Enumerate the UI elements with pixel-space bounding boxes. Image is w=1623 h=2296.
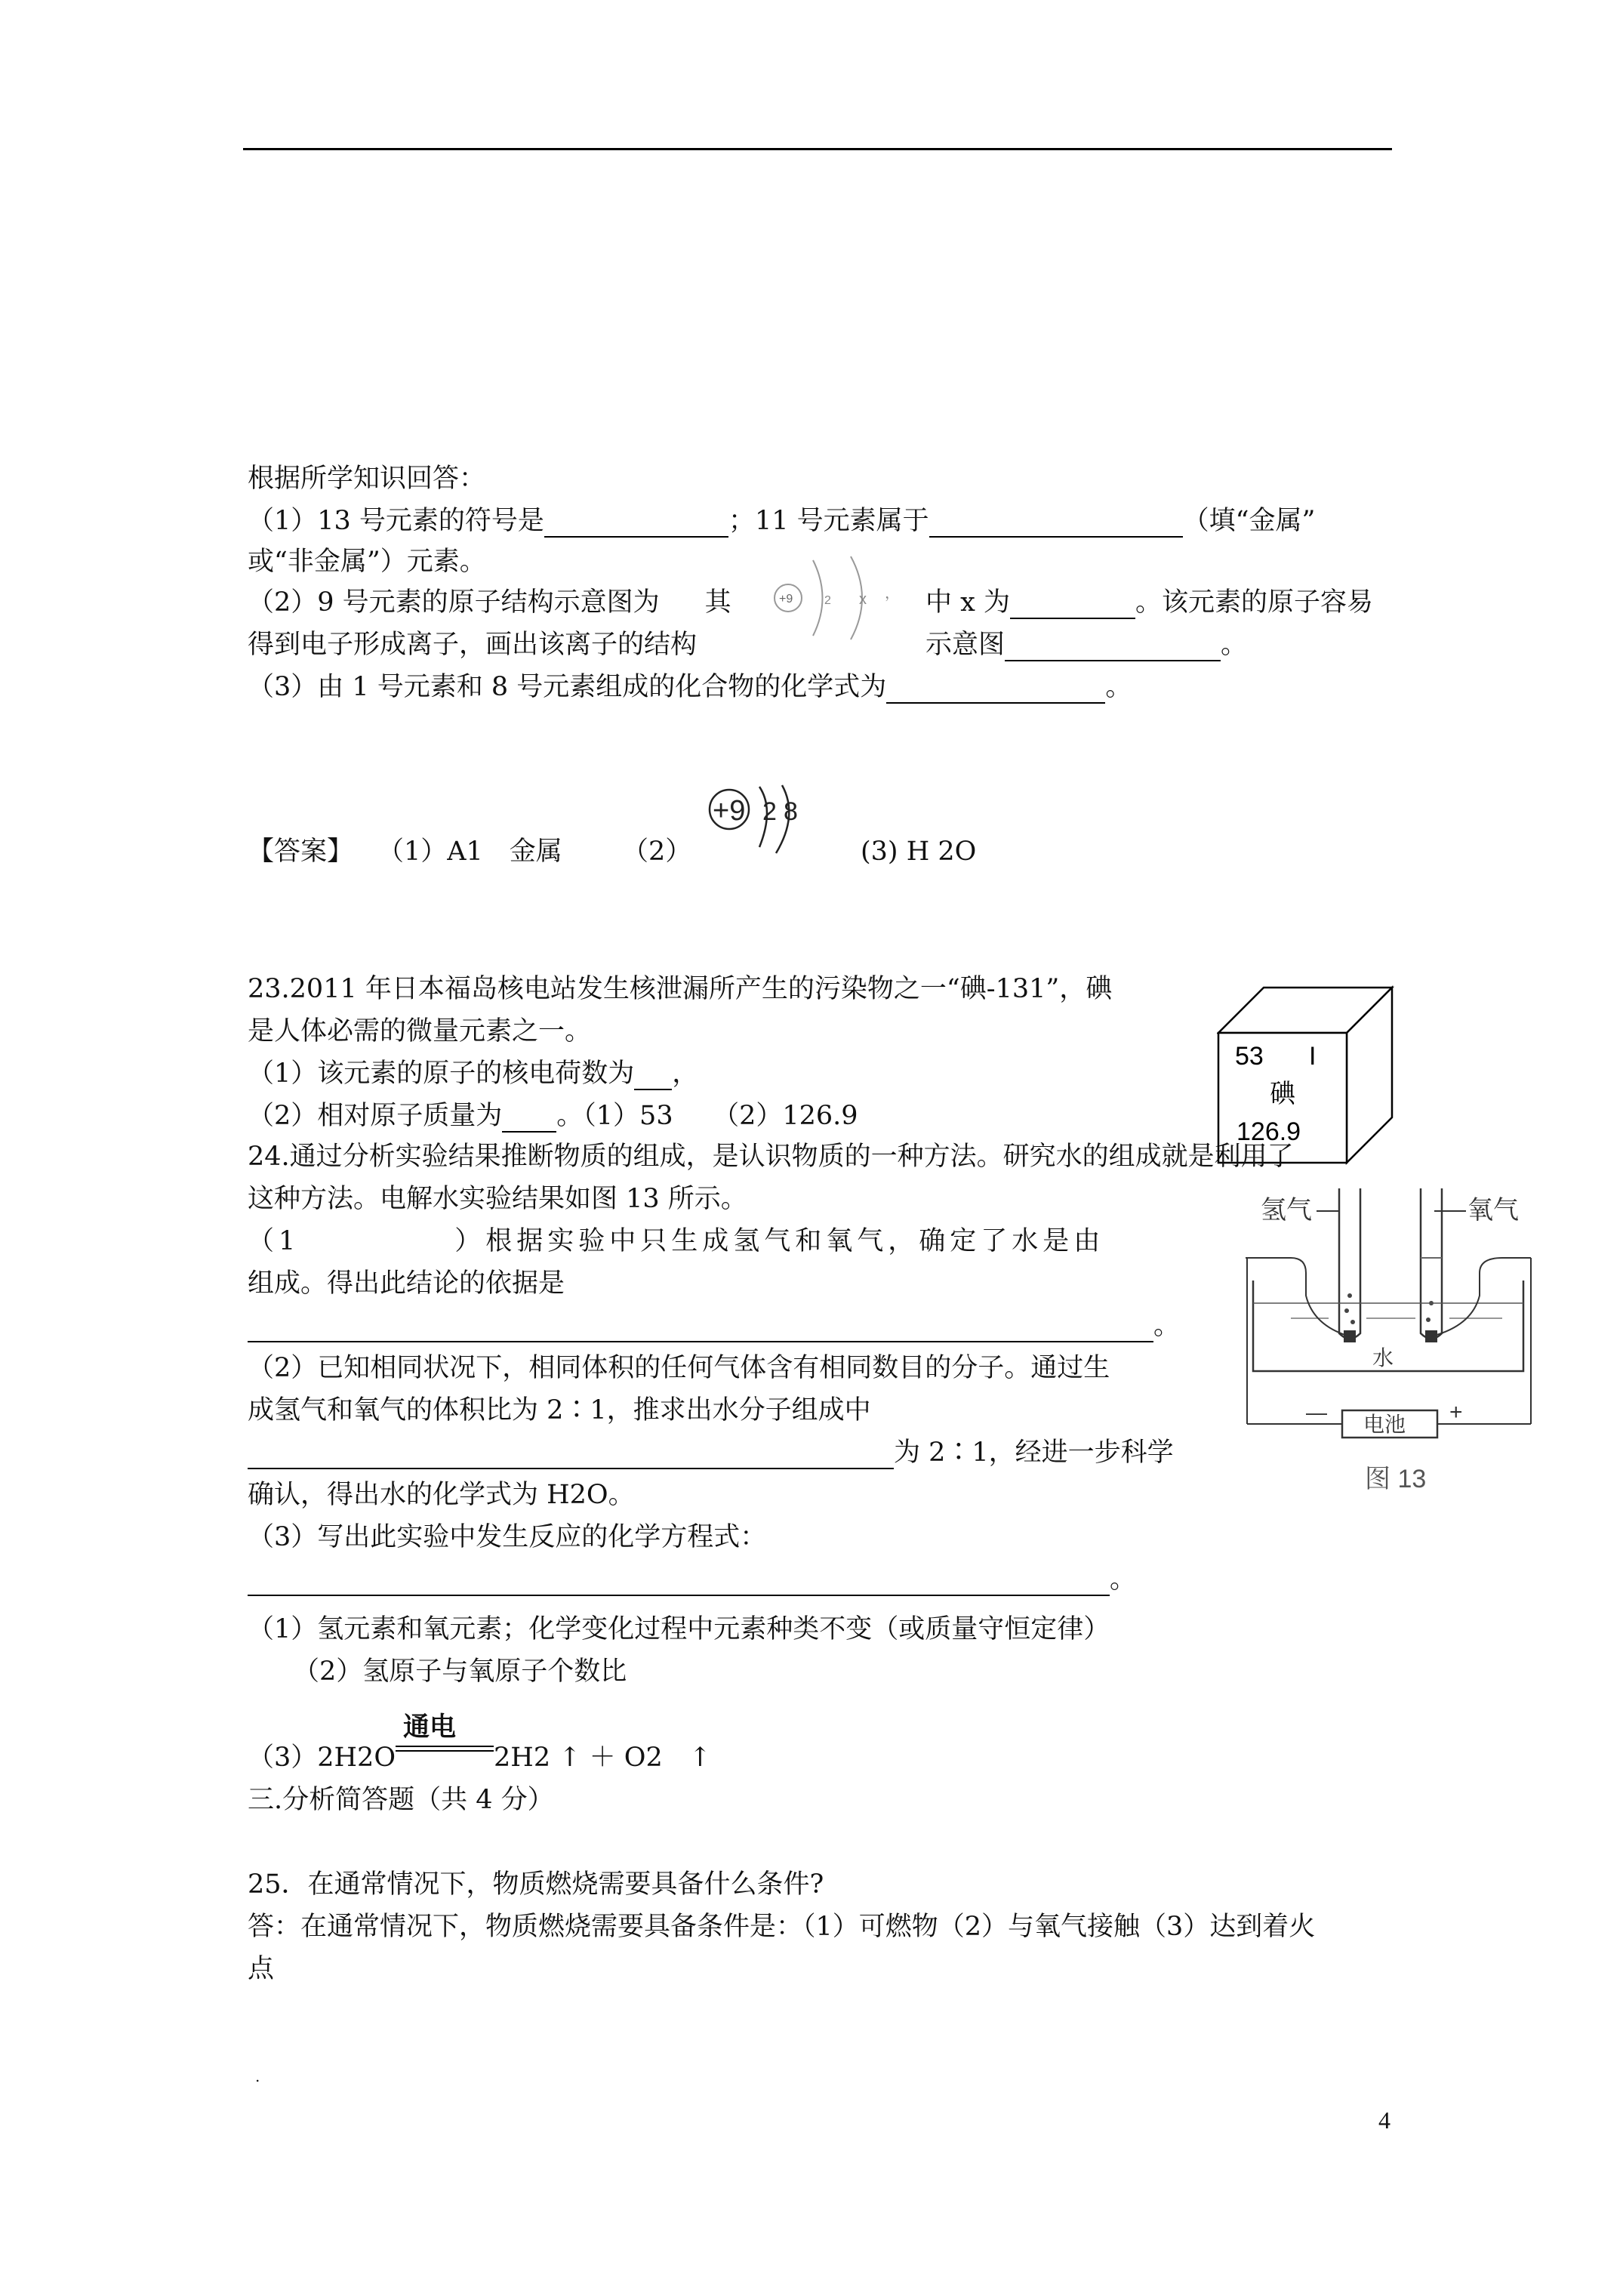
- answer-blank[interactable]: [248, 1315, 1153, 1342]
- ion-shell1-label: 2: [762, 797, 777, 826]
- q22-part2-d: 示意图 。: [925, 630, 1248, 660]
- figure-caption: 图 13: [1365, 1465, 1427, 1493]
- stray-dot: .: [255, 2067, 260, 2085]
- q24-part1: （1 ）根据实验中只生成氢气和氧气，确定了水是由: [248, 1226, 1105, 1256]
- q22-part1: （1）13 号元素的符号是 ；11 号元素属于 （填“金属”: [248, 506, 1316, 536]
- q22-part3: （3）由 1 号元素和 8 号元素组成的化合物的化学式为 。: [248, 672, 1132, 702]
- q22-answer-2: （2）: [622, 837, 692, 867]
- q24-line2: 这种方法。电解水实验结果如图 13 所示。: [248, 1184, 747, 1214]
- q22-part2-c: 得到电子形成离子，画出该离子的结构: [248, 630, 698, 660]
- page-number: 4: [1378, 2106, 1390, 2134]
- q23-part1: （1）该元素的原子的核电荷数为 ，: [248, 1059, 699, 1089]
- answer-blank[interactable]: [544, 510, 728, 538]
- q22-part2-b: 中 x 为 。该元素的原子容易: [925, 587, 1374, 618]
- answer-blank[interactable]: [1010, 592, 1135, 619]
- battery-label: 电池: [1363, 1413, 1406, 1436]
- q22-part1-cont: 或“非金属”）元素。: [248, 547, 486, 577]
- q24-part1-blank: 。: [248, 1309, 1180, 1342]
- q24-answer-2: （2）氢原子与氧原子个数比: [293, 1657, 627, 1687]
- q23-part2: （2）相对原子质量为 。（1）53 （2）126.9: [248, 1101, 858, 1131]
- q22-answer-1: （1）A1 金属: [377, 837, 562, 867]
- answer-blank[interactable]: [1005, 634, 1221, 661]
- section-3-title: 三.分析简答题（共 4 分）: [248, 1785, 554, 1815]
- atomic-number: 53: [1235, 1042, 1264, 1071]
- q22-intro: 根据所学知识回答：: [248, 464, 486, 494]
- element-symbol: I: [1309, 1042, 1317, 1071]
- q24-part2-conclusion: 确认，得出水的化学式为 H2O。: [248, 1480, 635, 1510]
- q24-answer-3: （3）2H2O 通电 2H2 ↑ ＋ O2 ↑: [248, 1712, 712, 1773]
- plus-sign: +: [1449, 1400, 1463, 1425]
- q24-line1: 24.通过分析实验结果推断物质的组成，是认识物质的一种方法。研究水的组成就是利用了: [248, 1142, 1294, 1172]
- q25-answer-line1: 答：在通常情况下，物质燃烧需要具备条件是：（1）可燃物（2）与氧气接触（3）达到着火: [248, 1912, 1316, 1942]
- hydrogen-label: 氢气: [1261, 1196, 1312, 1225]
- header-rule: [243, 148, 1392, 150]
- answer-blank[interactable]: [502, 1105, 556, 1133]
- q23-line2: 是人体必需的微量元素之一。: [248, 1016, 592, 1046]
- answer-blank[interactable]: [886, 676, 1105, 704]
- q22-part2: （2）9 号元素的原子结构示意图为 其: [248, 587, 731, 618]
- q24-part1-cont: 组成。得出此结论的依据是: [248, 1268, 565, 1299]
- ion-shell2-label: 8: [784, 797, 798, 826]
- answer-blank[interactable]: [634, 1063, 672, 1090]
- q25-question: 25．在通常情况下，物质燃烧需要具备什么条件?: [248, 1869, 824, 1900]
- q24-part2-cont: 成氢气和氧气的体积比为 2∶1，推求出水分子组成中: [248, 1395, 871, 1425]
- q25-answer-line2: 点: [248, 1954, 275, 1984]
- q24-part3: （3）写出此实验中发生反应的化学方程式：: [248, 1522, 767, 1552]
- q24-part2-blank: 为 2∶1，经进一步科学: [248, 1436, 1174, 1469]
- answer-blank[interactable]: [929, 510, 1183, 538]
- answer-blank[interactable]: [248, 1442, 894, 1469]
- comma-mark: ，: [885, 585, 900, 602]
- q24-part3-blank: 。: [248, 1563, 1136, 1596]
- ion-nucleus-label: +9: [713, 795, 746, 827]
- q22-answer-3: (3) H 2O: [861, 837, 977, 867]
- minus-sign: —: [1306, 1401, 1327, 1424]
- element-name: 碘: [1270, 1080, 1295, 1108]
- answer-blank[interactable]: [248, 1569, 1110, 1596]
- atom-structure-diagram: [771, 545, 915, 651]
- electrolysis-figure: [1246, 1182, 1532, 1507]
- shell1-label: 2: [824, 594, 831, 607]
- oxygen-label: 氧气: [1467, 1196, 1519, 1225]
- q22-answer-label: 【答案】: [248, 837, 354, 867]
- q24-part2: （2）已知相同状况下，相同体积的任何气体含有相同数目的分子。通过生: [248, 1353, 1110, 1383]
- shell2-label: x: [859, 591, 867, 608]
- water-label: 水: [1372, 1346, 1394, 1370]
- reaction-condition: 通电: [396, 1744, 494, 1774]
- atomic-mass: 126.9: [1236, 1117, 1301, 1146]
- q24-answer-1: （1）氢元素和氧元素；化学变化过程中元素种类不变（或质量守恒定律）: [248, 1614, 1110, 1644]
- nucleus-label: +9: [779, 593, 793, 606]
- ion-structure-diagram: [701, 778, 814, 876]
- q23-line1: 23.2011 年日本福岛核电站发生核泄漏所产生的污染物之一“碘-131”，碘: [248, 974, 1113, 1004]
